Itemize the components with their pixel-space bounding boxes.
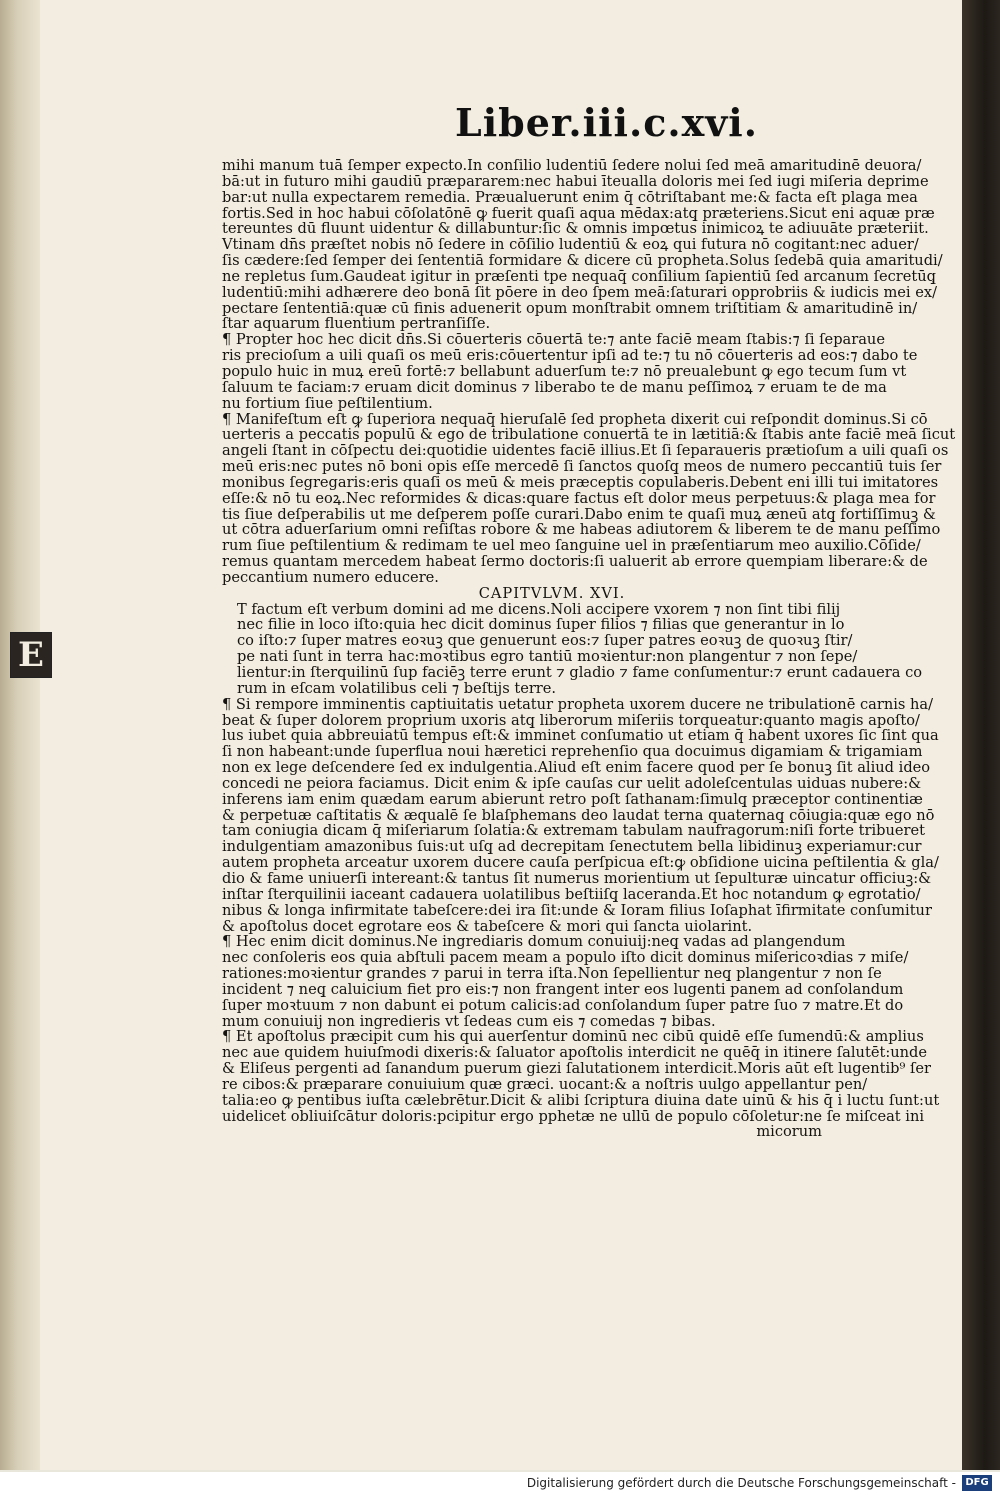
text-line: uerteris a peccatis populū & ego de tribulatione conuertā te in lætitiā:& ſtabis ante faciē meā ſicut (222, 426, 956, 444)
text-line: nu fortium ſiue peſtilentium. (222, 394, 433, 412)
text-line: ¶ Propter hoc hec dicit dn̄s.Si cōuerteris cōuertā te:⁊ ante faciē meam ſtabis:⁊ ſi ſeparaue (222, 331, 885, 349)
text-line: rum ſiue peſtilentium & redimam te uel meo ſanguine uel in præſentiarum meo auxilio.Cōſide/ (222, 537, 921, 555)
text-line: indulgentiam amazonibus ſuis:ut uſq̧ ad decrepitam ſenectutem bella libidinuꝫ experiamur:cur (222, 838, 922, 856)
text-line: peccantium numero educere. (222, 568, 439, 586)
text-line: ſi non habeant:unde ſuperflua noui hæretici reprehenſio qua docuimus digamiam & trigamiam (222, 743, 923, 761)
book-edge-right (962, 0, 1000, 1470)
text-line: angeli ſtant in cōſpectu dei:quotidie uidentes faciē illius.Et ſi ſeparaueris prætioſum a uili quaſi os (222, 442, 949, 460)
digitization-footer (0, 1472, 1000, 1495)
running-title: Liber.iii.c.xvi. (455, 100, 758, 145)
text-line: nibus & longa infirmitate tabeſcere:dei ira ſit:unde & Ioram filius Ioſaphat īfirmitate conſumitur (222, 901, 932, 919)
text-line: ne repletus ſum.Gaudeat igitur in præſenti tpe nequaq̄ conſilium ſapientiū ſed arcanum ſecretūq̧ (222, 267, 937, 285)
dfg-logo-icon[interactable]: DFG (962, 1475, 992, 1491)
catchword: micorum (756, 1123, 822, 1141)
text-line: tereuntes dū fluunt uidentur & dillabuntur:ſic & omnis impœtus inimicoꝝ te adiuuāte præteriit. (222, 220, 929, 238)
text-line: nec aue quidem huiuſmodi dixeris:& ſaluator apoſtolis interdicit ne quēq̄ in itinere ſalutēt:unde (222, 1044, 928, 1062)
text-line: Vtinam dn̄s præſtet nobis nō ſedere in cōſilio ludentiū & eoꝝ qui futura nō cogitant:nec aduer/ (222, 236, 919, 254)
text-line: concedi ne peiora faciamus. Dicit enim & ipſe cauſas cur uelit adoleſcentulas uiduas nubere:& (222, 774, 922, 792)
text-line: co iſto:⁊ ſuper matres eoꝛuꝫ que genuerunt eos:⁊ ſuper patres eoꝛuꝫ de quoꝛuꝫ ſtir/ (237, 632, 853, 650)
text-line: ¶ Et apoſtolus præcipit cum his qui auerſentur dominū nec cibū quidē eſſe ſumendū:& amplius (222, 1028, 924, 1046)
text-line: ris precioſum a uili quaſi os meū eris:cōuertentur ipſi ad te:⁊ tu nō cōuerteris ad eos:⁊ dabo te (222, 347, 918, 365)
text-line: inſtar ſterquilinii iaceant cadauera uolatilibus beſtiiſq̧ laceranda.Et hoc notandum ꝙ egrotatio/ (222, 885, 921, 903)
text-line: bā:ut in futuro mihi gaudiū præpararem:nec habui īteualla doloris mei ſed iugi miſeria deprime (222, 172, 929, 190)
text-line: monibus ſegregaris:eris quaſi os meū & meis præceptis copulaberis.Debent eni illi tui imitatores (222, 473, 939, 491)
text-line: ſuper moꝛtuum ⁊ non dabunt ei potum calicis:ad conſolandum ſuper patre ſuo ⁊ matre.Et do (222, 996, 904, 1014)
text-line: eſſe:& nō tu eoꝝ.Nec reformides & dicas:quare factus eſt dolor meus perpetuus:& plaga mea for (222, 489, 936, 507)
text-line: ¶ Si rempore imminentis captiuitatis uetatur propheta uxorem ducere ne tribulationē carnis ha/ (222, 695, 934, 713)
text-line: re cibos:& præparare conuiuium quæ græci. uocant:& a noſtris uulgo appellantur pen/ (222, 1075, 868, 1093)
text-line: mihi manum tuā ſemper expecto.In conſilio ludentiū ſedere nolui ſed meā amaritudinē deuora/ (222, 157, 922, 174)
text-line: fortis.Sed in hoc habui cōſolatōnē ꝙ fuerit quaſi aqua mēdax:atq̧ præteriens.Sicut eni aquæ præ (222, 204, 935, 222)
text-line: meū eris:nec putes nō boni opis eſſe mercedē ſi ſanctos quoſq̧ meos de numero peccantiū tuis ſer (222, 458, 942, 476)
text-line: pe nati ſunt in terra hac:moꝛtibus egro tantiū moꝛientur:non plangentur ⁊ non ſepe/ (237, 648, 858, 666)
text-line: & apoſtolus docet egrotare eos & tabeſcere & mori qui ſancta uiolarint. (222, 917, 753, 935)
text-line: bar:ut nulla expectarem remedia. Præualuerunt enim q̄ cōtriſtabant me:& facta eſt plaga mea (222, 188, 918, 206)
text-line: inferens iam enim quædam earum abierunt retro poſt ſathanam:ſimulq̧ præceptor continentiæ (222, 790, 923, 808)
text-line: uidelicet obliuiſcātur doloris:pcipitur ergo pphetæ ne ullū de populo cōſoletur:ne ſe miſceat ini (222, 1107, 925, 1125)
text-line: ¶ Manifeſtum eſt ꝙ ſuperiora nequaq̄ hieruſalē ſed propheta dixerit cui reſpondit dominus.Si cō (222, 410, 928, 428)
chapter-heading: CAPITVLVM. XVI. (478, 584, 626, 602)
text-line: incident ⁊ neq̧ caluicium fiet pro eis:⁊ non frangent inter eos lugenti panem ad conſolandum (222, 980, 904, 998)
text-line: & perpetuæ caſtitatis & æqualē ſe blaſphemans deo laudat terna quaternaq̧ cōiugia:quæ ego nō (222, 806, 935, 824)
text-line: ¶ Hec enim dicit dominus.Ne ingrediaris domum conuiuij:neq̧ vadas ad plangendum (222, 933, 846, 951)
text-line: rum in eſcam volatilibus celi ⁊ beſtijs terre. (237, 679, 557, 697)
text-line: non ex lege deſcendere ſed ex indulgentia.Aliud eſt enim facere quod per ſe bonuꝫ ſit aliud ideo (222, 759, 931, 777)
text-line: tis ſiue deſperabilis ut me deſperem poſſe curari.Dabo enim te quaſi muꝝ æneū atq̧ fortiſſimuꝫ & (222, 505, 936, 523)
text-line: dio & fame uniuerſi intereant:& tantus ſit numerus morientium ut ſepulturæ uincatur officiuꝫ:& (222, 869, 932, 887)
text-line: ſis cædere:ſed ſemper dei ſententiā formidare & dicere cū propheta.Solus ſedebā quia amaritudi/ (222, 252, 943, 270)
text-line: talia:eo ꝙ pentibus iuſta cælebrētur.Dicit & alibi ſcriptura diuina date uinū & his q̄ i luctu ſunt:ut (222, 1091, 940, 1109)
text-line: autem propheta arceatur uxorem ducere cauſa perſpicua eſt:ꝙ obſidione uicina peſtilentia & gla/ (222, 854, 939, 872)
text-line: ludentiū:mihi adhærere deo bonā ſit pōere in deo ſpem meā:ſaturari opprobriis & iudicis mei ex/ (222, 283, 938, 301)
text-line: ſtar aquarum fluentium pertranſiſſe. (222, 315, 491, 333)
text-line: mum conuiuij non ingredieris vt ſedeas cum eis ⁊ comedas ⁊ bibas. (222, 1012, 716, 1030)
text-line: beat & ſuper dolorem proprium uxoris atq̧ liberorum miſeriis torqueatur:quanto magis apoſto/ (222, 711, 920, 729)
text-line: & Eliſeus pergenti ad ſanandum puerum giezi ſalutationem interdicit.Moris aūt eſt lugentib⁹ ſer (222, 1060, 931, 1078)
text-line: nec filie in loco iſto:quia hec dicit dominus ſuper filios ⁊ filias que generantur in lo (237, 616, 845, 634)
funding-credit: Digitalisierung gefördert durch die Deutsche Forschungsgemeinschaft - (526, 1476, 956, 1490)
text-line: remus quantam mercedem habeat ſermo doctoris:ſi ualuerit ab errore quempiam liberare:& de (222, 553, 928, 571)
text-line: populo huic in muꝝ ereū fortē:⁊ bellabunt aduerſum te:⁊ nō preualebunt ꝙ ego tecum ſum vt (222, 362, 907, 380)
paragraph-block-1 (222, 157, 956, 586)
text-line: ut cōtra aduerſarium omni reſiſtas robore & me habeas adiutorem & liberem te de manu peſſimo (222, 521, 941, 539)
main-text-block (222, 157, 956, 1141)
text-line: nec conſoleris eos quia abſtuli pacem meam a populo iſto dicit dominus miſericoꝛdias ⁊ miſe/ (222, 949, 909, 967)
text-line: rationes:moꝛientur grandes ⁊ parui in terra iſta.Non ſepellientur neq̧ plangentur ⁊ non ſe (222, 965, 882, 983)
text-line: tam coniugia dicam q̄ miſeriarum ſolatia:& extremam tabulam naufragorum:niſi forte tribueret (222, 822, 926, 840)
text-line: T factum eſt verbum domini ad me dicens.Noli accipere vxorem ⁊ non ſint tibi filij (237, 600, 841, 618)
text-line: lientur:in ſterquilinū ſup faciēꝫ terre erunt ⁊ gladio ⁊ fame conſumentur:⁊ erunt cadauera co (237, 664, 923, 681)
decorated-initial-letter: E (10, 632, 52, 678)
text-line: lus iubet quia abbreuiatū tempus eſt:& imminet conſumatio ut etiam q̄ habent uxores ſic ſint qua (222, 727, 939, 745)
paragraph-block-2 (222, 600, 940, 1125)
text-line: ſaluum te faciam:⁊ eruam dicit dominus ⁊ liberabo te de manu peſſimoꝝ ⁊ eruam te de ma (222, 378, 887, 396)
text-line: pectare ſententiā:quæ cū finis aduenerit opum monſtrabit omnem triſtitiam & amaritudinē in/ (222, 299, 918, 317)
